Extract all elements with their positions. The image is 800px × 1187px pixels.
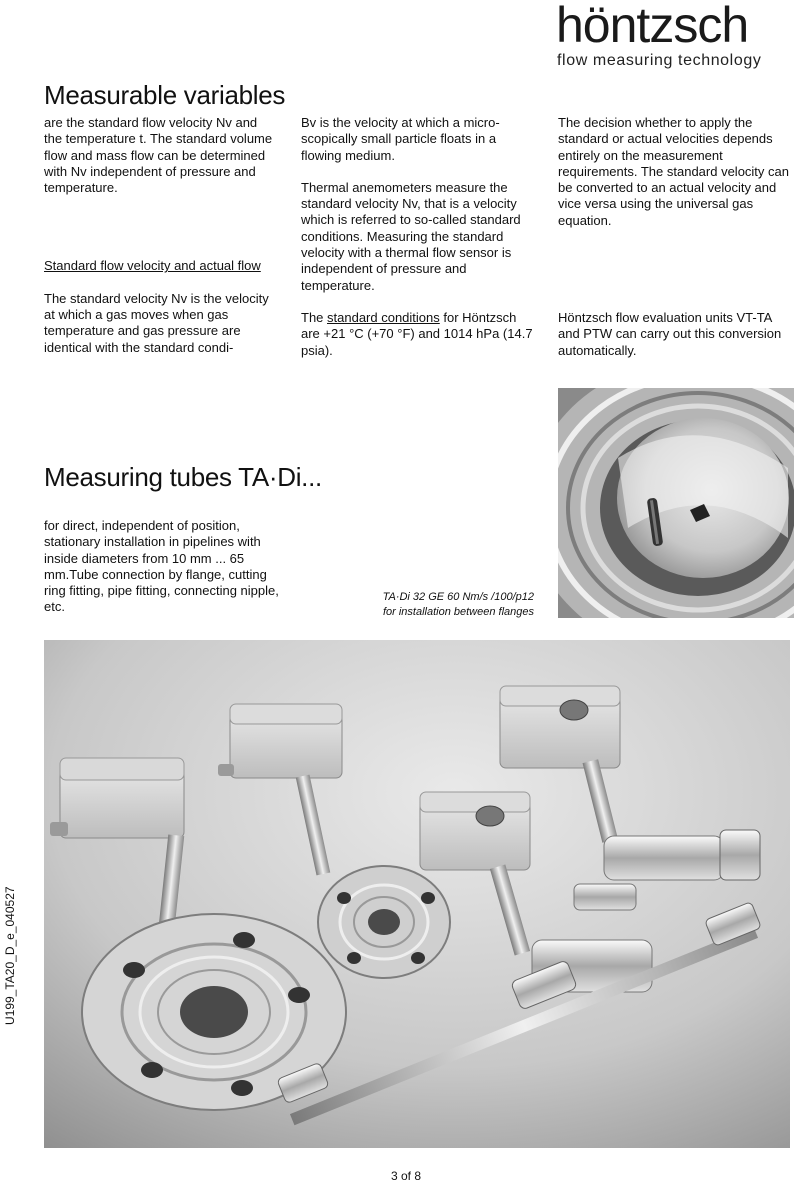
document-code: U199_TA20_D_e_040527	[3, 886, 17, 1025]
logo-wordmark: höntzsch	[556, 0, 749, 48]
col2-p3-pre: The	[301, 309, 328, 325]
col2-p3-post: for Höntzsch are +21 °C (+70 °F) and 1014 hPa (14.7 psia).	[301, 309, 533, 358]
text-column-2	[301, 115, 533, 359]
text-column-3	[558, 115, 794, 359]
section-title-measurable-variables: Measurable variables	[44, 80, 286, 110]
hontzsch-logo	[556, 0, 792, 48]
logo-tagline: flow measuring technology	[557, 52, 762, 69]
caption-model: TA·Di 32 GE 60 Nm/s /100/p12	[382, 591, 534, 603]
col2-paragraph-2: Thermal anemometers measure the standard velocity Nv, that is a velocity which is referred to so-called standard conditions. Measuring the standard velocity with a thermal flow sensor is independent of pressure and temperature.	[301, 179, 521, 293]
text-column-1	[44, 115, 276, 356]
photo-caption	[330, 590, 534, 620]
section-title-measuring-tubes: Measuring tubes TA·Di...	[44, 462, 322, 492]
col3-paragraph-2: Höntzsch flow evaluation units VT-TA and PTW can carry out this conversion automatically.	[558, 310, 782, 358]
standard-conditions-term: standard conditions	[327, 309, 440, 325]
col2-paragraph-3	[301, 310, 533, 359]
col2-paragraph-1: Bv is the velocity at which a micro-scopically small particle floats in a flowing medium.	[301, 115, 500, 163]
tube-closeup-photo	[558, 388, 794, 618]
col1-paragraph-1: are the standard flow velocity Nv and the temperature t. The standard volume flow and mass flow can be determined with Nv independent of pressure and temperature.	[44, 115, 273, 196]
col1-subheading: Standard flow velocity and actual flow	[44, 258, 261, 274]
measuring-tubes-product-photo	[44, 640, 790, 1148]
col1-paragraph-2: The standard velocity Nv is the velocity at which a gas moves when gas temperature and gas pressure are identical with the standard condi-	[44, 290, 269, 355]
measuring-tubes-intro: for direct, independent of position, stationary installation in pipelines with inside diameters from 10 mm ... 65 mm.Tube connection by flange, cutting ring fitting, pipe fitting, connecting nipple, etc.	[44, 518, 279, 615]
page-indicator: 3 of 8	[390, 1169, 422, 1183]
col3-paragraph-1: The decision whether to apply the standard or actual velocities depends entirely on the measurement requirements. The standard velocity can be converted to an actual velocity and vice versa using the universal gas equation.	[558, 115, 789, 228]
caption-description: for installation between flanges	[382, 606, 534, 618]
